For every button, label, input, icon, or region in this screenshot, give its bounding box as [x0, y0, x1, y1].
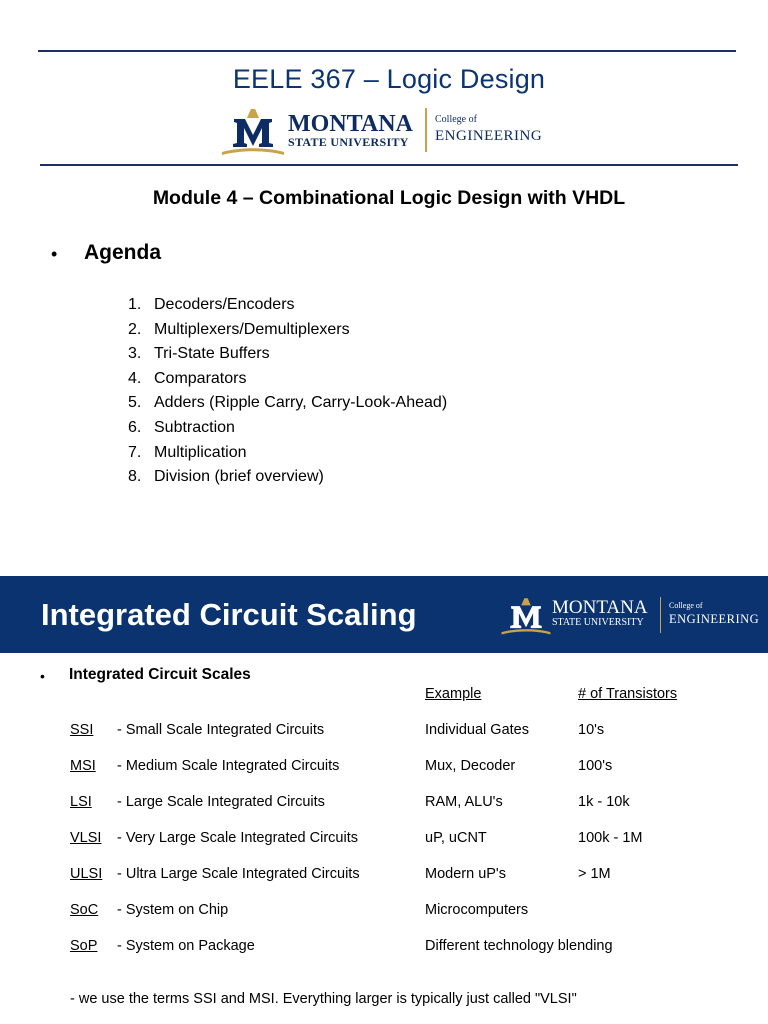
- university-name-line1: MONTANA: [552, 597, 648, 618]
- table-row: LSI - Large Scale Integrated Circuits RAM, ALU's 1k - 10k: [70, 794, 630, 810]
- list-item: 7. Multiplication: [128, 443, 247, 461]
- university-name-line2: STATE UNIVERSITY: [288, 135, 409, 149]
- list-item: 1. Decoders/Encoders: [128, 296, 295, 313]
- course-title: EELE 367 – Logic Design: [232, 64, 546, 94]
- college-name: ENGINEERING: [435, 128, 543, 144]
- university-name-line2: STATE UNIVERSITY: [552, 617, 644, 628]
- logo-divider: [660, 597, 661, 633]
- table-row: SoC - System on Chip Microcomputers: [70, 902, 529, 918]
- table-row: ULSI - Ultra Large Scale Integrated Circuits Modern uP's > 1M: [70, 866, 611, 882]
- table-row: SoP - System on Package Different technology blending: [70, 938, 613, 954]
- msu-logo: [500, 592, 764, 638]
- list-item: 4. Comparators: [128, 369, 247, 387]
- table-row: SSI - Small Scale Integrated Circuits Individual Gates 10's: [70, 722, 605, 738]
- footnote: - we use the terms SSI and MSI. Everything larger is typically just called "VLSI": [70, 991, 577, 1007]
- university-name-line1: MONTANA: [288, 111, 413, 137]
- college-name: ENGINEERING: [669, 612, 760, 626]
- agenda-bullet: •: [51, 244, 58, 264]
- bullet: •: [40, 668, 45, 684]
- msu-logo: [220, 102, 560, 156]
- list-item: 6. Subtraction: [128, 418, 235, 436]
- list-item: 5. Adders (Ripple Carry, Carry-Look-Ahead): [128, 394, 448, 412]
- montana-state-m-mountain-icon: [500, 592, 552, 636]
- college-of-label: College of: [435, 114, 477, 125]
- college-of-label: College of: [669, 601, 703, 610]
- top-rule: [38, 50, 736, 52]
- module-heading: Module 4 – Combinational Logic Design with VHDL: [152, 187, 626, 209]
- section-subheading: Integrated Circuit Scales: [69, 666, 251, 683]
- table-row: MSI - Medium Scale Integrated Circuits Mux, Decoder 100's: [70, 758, 613, 774]
- montana-state-m-mountain-icon: [220, 102, 286, 156]
- logo-divider: [425, 108, 427, 152]
- agenda-list: [128, 296, 447, 493]
- column-header-transistors: # of Transistors: [578, 686, 678, 702]
- list-item: 3. Tri-State Buffers: [128, 345, 270, 363]
- bottom-rule: [40, 164, 738, 166]
- column-header-example: Example: [425, 686, 482, 702]
- list-item: 2. Multiplexers/Demultiplexers: [128, 320, 350, 338]
- list-item: 8. Division (brief overview): [128, 468, 324, 486]
- table-row: VLSI - Very Large Scale Integrated Circuits uP, uCNT 100k - 1M: [70, 830, 643, 846]
- agenda-heading: Agenda: [84, 241, 162, 264]
- slide-title: Integrated Circuit Scaling: [41, 597, 417, 632]
